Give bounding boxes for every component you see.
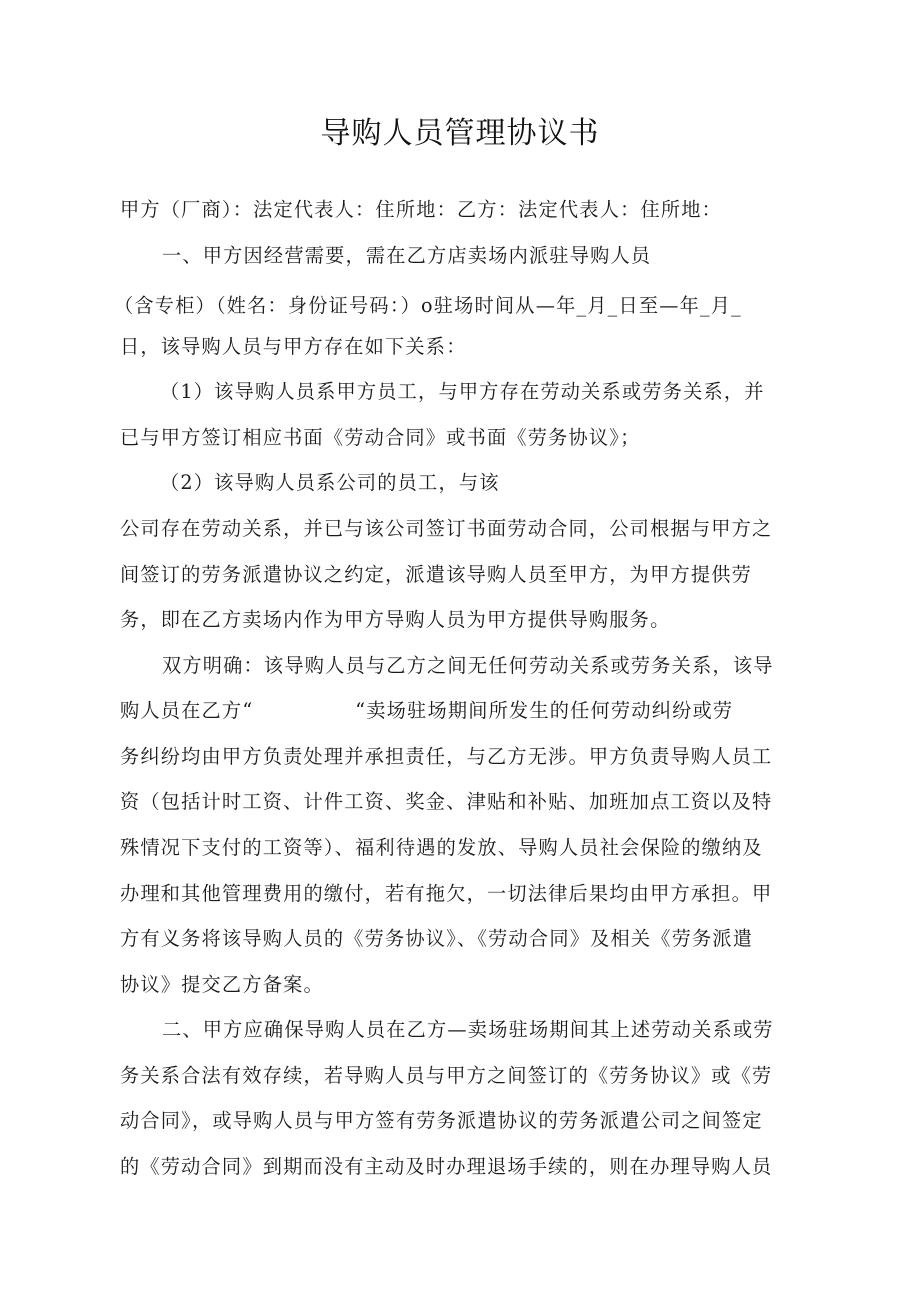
agreement-line: 购人员在乙方“ “卖场驻场期间所发生的任何劳动纠纷或劳 xyxy=(120,699,734,722)
item-2-line: （2）该导购人员系公司的员工，与该 xyxy=(160,471,500,494)
agreement-line: 殊情况下支付的工资等）、福利待遇的发放、导购人员社会保险的缴纳及 xyxy=(120,836,763,859)
clause-2-line: 二、甲方应确保导购人员在乙方—卖场驻场期间其上述劳动关系或劳 xyxy=(162,1018,774,1041)
agreement-line: 务纠纷均由甲方负责处理并承担责任，与乙方无涉。甲方负责导购人员工 xyxy=(120,745,773,768)
item-1-line: 已与甲方签订相应书面《劳动合同》或书面《劳务协议》； xyxy=(120,426,641,449)
agreement-line: 资（包括计时工资、计件工资、奖金、津贴和补贴、加班加点工资以及特 xyxy=(120,790,773,813)
party-info-line: 甲方（厂商）：法定代表人：住所地：乙方：法定代表人：住所地： xyxy=(120,198,723,221)
agreement-line: 协议》提交乙方备案。 xyxy=(120,973,324,996)
clause-2-line: 务关系合法有效存续，若导购人员与甲方之间签订的《劳务协议》或《劳 xyxy=(120,1064,773,1087)
item-2-line: 公司存在劳动关系，并已与该公司签订书面劳动合同，公司根据与甲方之 xyxy=(120,517,773,540)
clause-1-line: 一、甲方因经营需要，需在乙方店卖场内派驻导购人员 xyxy=(162,244,652,267)
item-2-line: 间签订的劳务派遣协议之约定，派遣该导购人员至甲方，为甲方提供劳 xyxy=(120,563,753,586)
item-1-line: （1）该导购人员系甲方员工，与甲方存在劳动关系或劳务关系，并 xyxy=(160,380,765,403)
clause-2-line: 动合同》，或导购人员与甲方签有劳务派遣协议的劳务派遣公司之间签定 xyxy=(120,1109,763,1132)
agreement-line: 办理和其他管理费用的缴付，若有拖欠，一切法律后果均由甲方承担。甲 xyxy=(120,882,773,905)
document-title: 导购人员管理协议书 xyxy=(320,116,600,151)
clause-1-line: （含专柜）（姓名：身份证号码：）o驻场时间从—年_月_日至—年_月_ xyxy=(114,294,742,317)
clause-1-line: 日，该导购人员与甲方存在如下关系： xyxy=(120,335,467,358)
agreement-line: 方有义务将该导购人员的《劳务协议》、《劳动合同》及相关《劳务派遣 xyxy=(120,927,754,950)
clause-2-line: 的《劳动合同》到期而没有主动及时办理退场手续的，则在办理导购人员 xyxy=(120,1155,773,1178)
agreement-line: 双方明确：该导购人员与乙方之间无任何劳动关系或劳务关系，该导 xyxy=(162,654,774,677)
item-2-line: 务，即在乙方卖场内作为甲方导购人员为甲方提供导购服务。 xyxy=(120,608,671,631)
